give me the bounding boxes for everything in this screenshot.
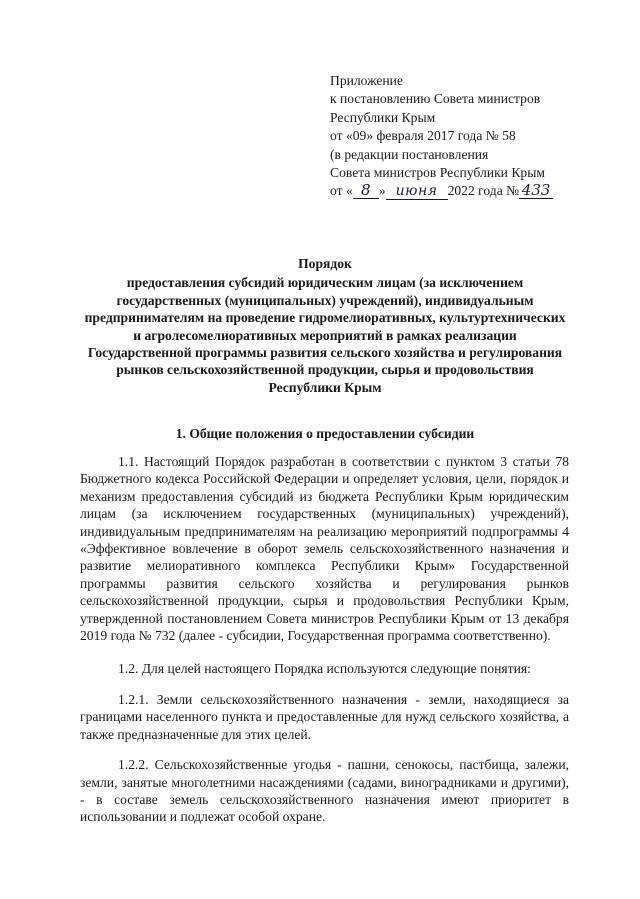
title-heading: Порядок <box>298 256 352 271</box>
handwritten-day: 8 <box>353 183 379 199</box>
appendix-line: (в редакции постановления <box>330 146 489 162</box>
handwritten-month: июня <box>386 184 448 200</box>
appendix-line: к постановлению Совета министров <box>330 91 541 107</box>
appendix-line: Приложение <box>330 73 403 88</box>
appendix-block <box>330 72 620 201</box>
section-1-body <box>80 453 569 839</box>
date-prefix: от « <box>330 183 353 199</box>
handwritten-number: 433 <box>519 183 553 199</box>
document-title <box>80 255 570 396</box>
appendix-line: Совета министров Республики Крым <box>330 165 545 181</box>
paragraph-1-2-1: 1.2.1. Земли сельскохозяйственного назначения - земли, находящиеся за границами населенного пункта и предоставленные для нужд сельского хозяйства, а также предназначенные для этих целей. <box>80 691 569 742</box>
title-subtitle: предоставления субсидий юридическим лицам (за исключением государственных (муниципальных) учреждений), индивидуальным предпринимателям на проведение гидромелиоративных, культуртехнических и агролесомелиоративных мероприятий в рамках реализации Государственной программы развития сельского хозяйства и регулирования рынков сельскохозяйственной продукции, сырья и продовольствия Республики Крым <box>84 275 566 395</box>
amendment-date-line <box>330 182 620 200</box>
date-year: 2022 года № <box>447 183 520 199</box>
appendix-line: Республики Крым <box>330 109 436 125</box>
paragraph-1-1: 1.1. Настоящий Порядок разработан в соответствии с пунктом 3 статьи 78 Бюджетного кодекса Российской Федерации и определяет условия, цели, порядок и механизм предоставления субсидий из бюджета Республики Крым юридическим лицам (за исключением государственных (муниципальных) учреждений), индивидуальным предпринимателям на реализацию мероприятий подпрограммы 4 «Эффективное вовлечение в оборот земель сельскохозяйственного назначения и развитие мелиоративного комплекса Республики Крым» Государственной программы развития сельского хозяйства и регулирования рынков сельскохозяйственной продукции, сырья и продовольствия Республики Крым, утвержденной постановлением Совета министров Республики Крым от 13 декабря 2019 года № 732 (далее - субсидии, Государственная программа соответственно). <box>80 454 569 644</box>
section-1-heading: 1. Общие положения о предоставлении субсидии <box>175 426 475 441</box>
date-quote: » <box>378 183 386 199</box>
paragraph-1-2: 1.2. Для целей настоящего Порядка используются следующие понятия: <box>118 661 531 677</box>
appendix-line: от «09» февраля 2017 года № 58 <box>330 128 516 144</box>
paragraph-1-2-2: 1.2.2. Сельскохозяйственные угодья - пашни, сенокосы, пастбища, залежи, земли, занятые многолетними насаждениями (садами, виноградниками и другими), - в составе земель сельскохозяйственного назначения имеют приоритет в использовании и подлежат особой охране. <box>80 757 569 825</box>
